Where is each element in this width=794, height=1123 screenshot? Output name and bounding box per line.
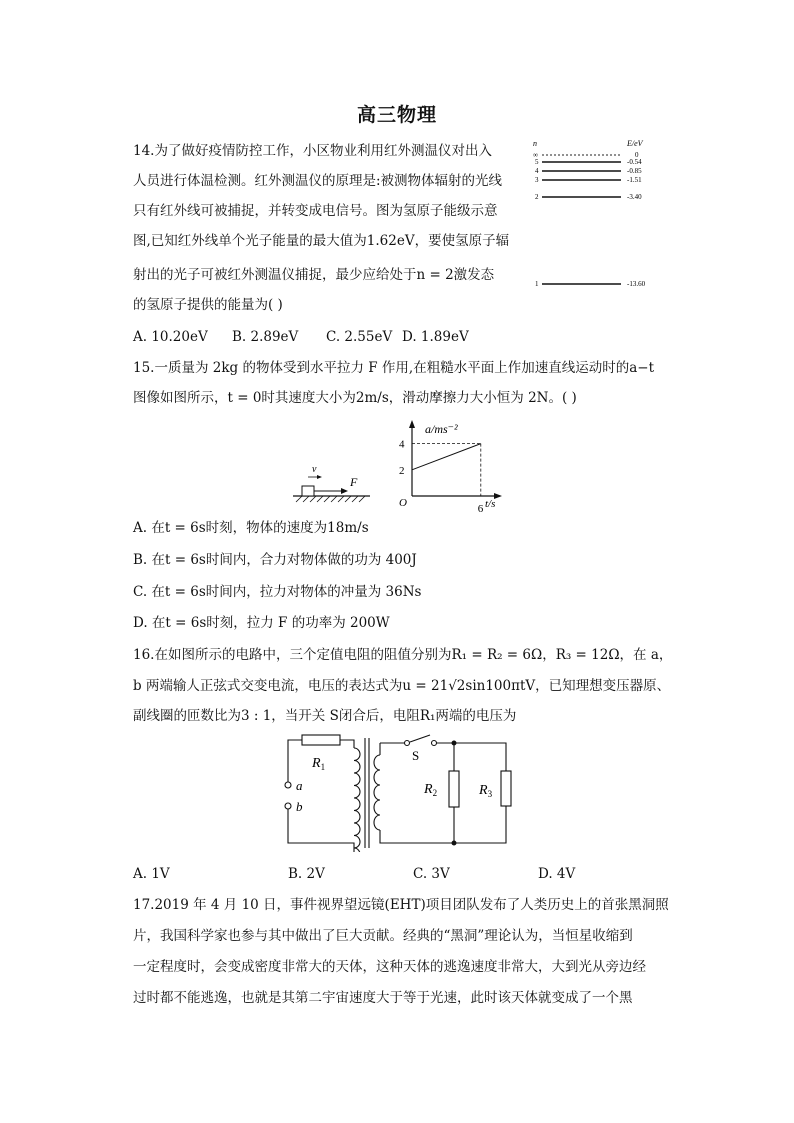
level-n: 3	[535, 176, 539, 184]
level-e: -13.60	[627, 280, 646, 288]
question-14-line: 人员进行体温检测。红外测温仪的原理是:被测物体辐射的光线	[133, 173, 503, 189]
wire	[288, 740, 302, 782]
y-axis-arrowhead	[409, 420, 415, 428]
y-tick-label: 2	[399, 464, 405, 477]
question-16-line: 16.在如图所示的电路中，三个定值电阻的阻值分别为R₁ = R₂ = 6Ω，R₃ = 12Ω，在 a，	[133, 647, 673, 663]
option-b: B. 在t = 6s时间内，合力对物体做的功为 400J	[133, 552, 417, 568]
switch-s	[410, 735, 430, 742]
question-15-line: 图像如图所示，t = 0时其速度大小为2m/s，滑动摩擦力大小恒为 2N。( )	[133, 390, 577, 406]
wire	[340, 740, 354, 748]
question-14-line: 只有红外线可被捕捉，并转变成电信号。图为氢原子能级示意	[133, 203, 498, 219]
velocity-label: v	[312, 464, 317, 475]
level-n: 5	[535, 158, 539, 166]
r2-label: $R_2$	[424, 782, 438, 798]
question-16-line: 副线圈的匝数比为3 : 1，当开关 S闭合后，电阻R₁两端的电压为	[133, 708, 517, 724]
junction	[452, 841, 457, 846]
velocity-arrowhead	[317, 475, 322, 479]
energy-level-diagram	[530, 134, 670, 294]
r3-label: $R_3$	[479, 783, 493, 799]
resistor-r3	[501, 771, 511, 806]
question-17-line: 一定程度时，会变成密度非常大的天体，这种天体的逃逸速度非常大，大到光从旁边经	[133, 959, 646, 975]
terminal-a	[285, 782, 291, 788]
option-c: C. 在t = 6s时间内，拉力对物体的冲量为 36Ns	[133, 584, 422, 600]
level-e: 0	[635, 151, 639, 159]
b-label: b	[296, 799, 303, 814]
acceleration-time-graph	[390, 418, 520, 518]
r1-label: $R_1$	[312, 756, 326, 772]
junction	[452, 741, 457, 746]
option-b: B. 2V	[288, 866, 325, 882]
option-a: A. 在t = 6s时刻，物体的速度为18m/s	[133, 520, 369, 536]
option-d: D. 1.89eV	[402, 329, 469, 345]
x-tick-label: 6	[477, 503, 484, 515]
ground-hatching	[296, 496, 365, 502]
y-axis-label: a/ms⁻²	[425, 422, 458, 436]
resistor-r1	[302, 735, 340, 745]
level-e: -0.85	[627, 167, 642, 175]
question-17-line: 片，我国科学家也参与其中做出了巨大贡献。经典的“黑洞”理论认为，当恒星收缩到	[133, 928, 633, 944]
force-arrowhead	[341, 488, 348, 494]
question-16-line: b 两端输人正弦式交变电流，电压的表达式为u = 21√2sin100πtV，已知理想变压器原、	[133, 678, 671, 694]
option-c: C. 2.55eV	[326, 329, 393, 345]
energy-header: E/eV	[627, 139, 643, 148]
question-15-line: 15.一质量为 2kg 的物体受到水平拉力 F 作用,在粗糙水平面上作加速直线运动时的a−t	[133, 360, 654, 376]
y-tick-label: 4	[399, 438, 405, 451]
level-e: -3.40	[627, 193, 642, 201]
resistor-r2	[449, 771, 459, 807]
secondary-coil	[374, 755, 380, 830]
option-b: B. 2.89eV	[232, 329, 299, 345]
level-e: -0.54	[627, 158, 642, 166]
wire	[380, 806, 506, 843]
force-label: F	[350, 475, 358, 489]
question-14-line: 射出的光子可被红外测温仪捕捉，最少应给处于n = 2激发态	[133, 267, 495, 283]
switch-label: S	[412, 748, 420, 763]
terminal-b	[285, 803, 291, 809]
block	[302, 486, 314, 496]
x-axis-label: t/s	[485, 498, 496, 510]
question-14-line: 图,已知红外线单个光子能量的最大值为1.62eV，要使氢原子辐	[133, 233, 510, 249]
switch-contact	[432, 741, 437, 746]
switch-contact	[405, 741, 410, 746]
question-17-line: 17.2019 年 4 月 10 日，事件视界望远镜(EHT)项目团队发布了人类历史上的首张黑洞照	[133, 897, 669, 913]
question-14-line: 的氢原子提供的能量为( )	[133, 297, 283, 313]
a-label: a	[296, 778, 303, 793]
level-n: 1	[535, 280, 539, 288]
option-a: A. 1V	[133, 866, 170, 882]
option-a: A. 10.20eV	[133, 329, 208, 345]
option-d: D. 在t = 6s时刻，拉力 F 的功率为 200W	[133, 615, 390, 631]
data-series-line	[412, 444, 481, 470]
level-n: 2	[535, 193, 539, 201]
origin-label: O	[399, 497, 407, 509]
question-14-line: 14.为了做好疫情防控工作，小区物业利用红外测温仪对出入	[133, 143, 492, 159]
wire	[437, 743, 506, 771]
transformer-circuit-diagram	[270, 730, 530, 852]
level-e: -1.51	[627, 176, 642, 184]
option-c: C. 3V	[413, 866, 450, 882]
question-17-line: 过时都不能逃逸，也就是其第二宇宙速度大于等于光速，此时该天体就变成了一个黑	[133, 990, 633, 1006]
primary-coil	[354, 748, 360, 852]
option-d: D. 4V	[538, 866, 576, 882]
level-n: 4	[535, 167, 539, 175]
level-n: ∞	[533, 151, 538, 159]
page-title: 高三物理	[356, 104, 437, 126]
wire	[288, 809, 354, 852]
n-header: n	[533, 139, 537, 148]
